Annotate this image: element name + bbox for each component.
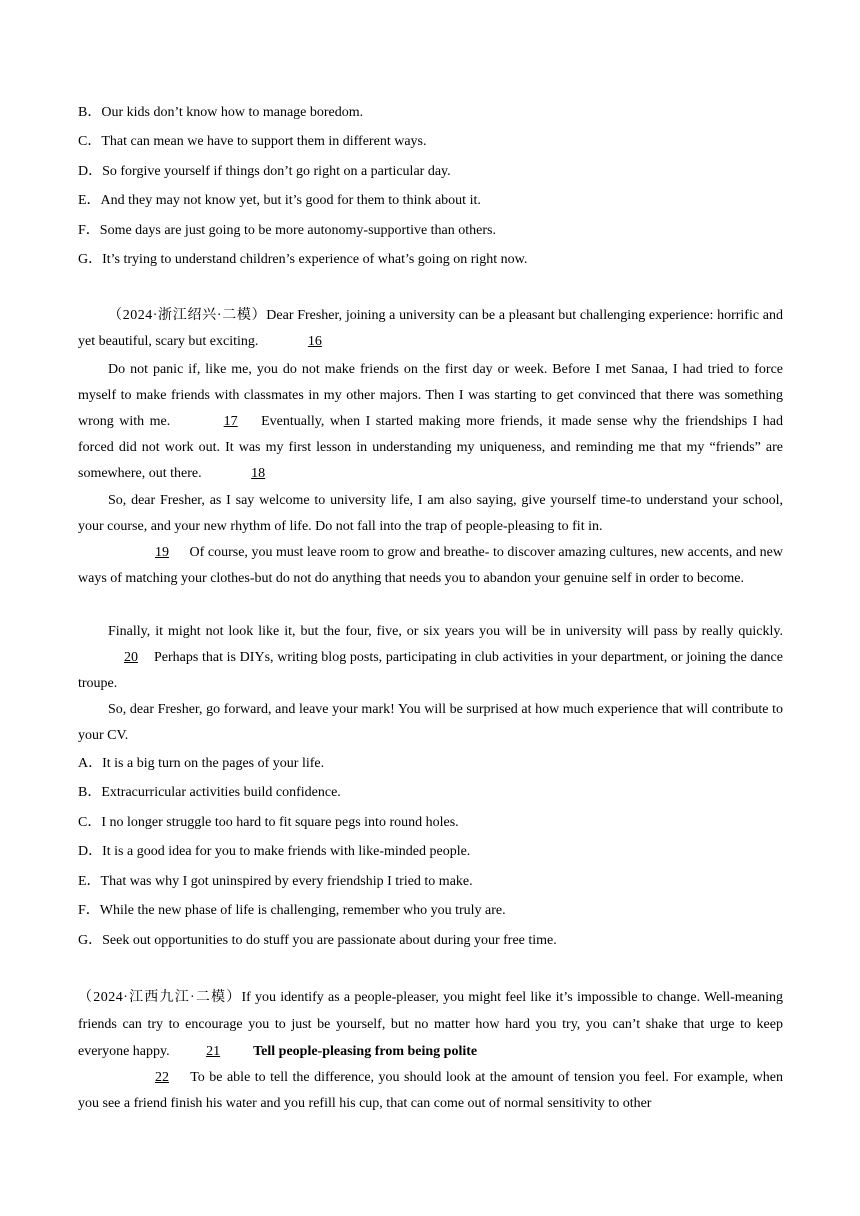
passage3-heading: Tell people-pleasing from being polite (253, 1044, 478, 1059)
passage3-source: （2024·江西九江·二模） (78, 990, 242, 1005)
option-e: E．And they may not know yet, but it’s good for them to think about it. (78, 193, 481, 208)
blank-20: 20 (124, 650, 138, 665)
passage2-option-f: F．While the new phase of life is challenging, remember who you truly are. (78, 903, 506, 918)
passage2-paragraph-6: So, dear Fresher, go forward, and leave your mark! You will be surprised at how much experience that will contribute to your CV. (78, 702, 783, 743)
passage2-option-e: E．That was why I got uninspired by every friendship I tried to make. (78, 874, 473, 889)
passage2-paragraph-5: Finally, it might not look like it, but the four, five, or six years you will be in university will pass by really quickly. 20 Perhaps that is DIYs, writing blog posts, participating in club activities in your department, or joining the dance troupe. (78, 624, 783, 691)
passage2-option-c: C．I no longer struggle too hard to fit square pegs into round holes. (78, 815, 459, 830)
blank-16: 16 (307, 334, 322, 349)
blank-17: 17 (223, 414, 238, 429)
passage2-option-d: D．It is a good idea for you to make friends with like-minded people. (78, 844, 471, 859)
blank-21: 21 (206, 1044, 221, 1059)
passage2-paragraph-2: Do not panic if, like me, you do not make friends on the first day or week. Before I met Sanaa, I had tried to force myself to make friends with classmates in my other majors. Then I was starting to get convinced that there was something wrong with me. 17 Eventually, when I started making more friends, it made sense why the friendships I had forced did not work out. It was my first lesson in understanding my uniqueness, and reminding me that my “friends” are somewhere, out there. 18 (78, 357, 783, 487)
blank-22: 22 (155, 1070, 169, 1085)
option-f: F．Some days are just going to be more autonomy-supportive than others. (78, 223, 496, 238)
passage3-paragraph-1: （2024·江西九江·二模）If you identify as a people-pleaser, you might feel like it’s impossible to change. Well-meaning friends can try to encourage you to just be yourself, but no matter how hard you try, you can’t shake that urge to keep everyone happy. 21 Tell people-pleasing from being polite (78, 984, 783, 1065)
option-g: G．It’s trying to understand children’s experience of what’s going on right now. (78, 252, 528, 267)
passage2-option-a: A．It is a big turn on the pages of your life. (78, 756, 325, 771)
blank-19: 19 (155, 545, 169, 560)
passage3-paragraph-2: 22 To be able to tell the difference, you should look at the amount of tension you feel. For example, when you see a friend finish his water and you refill his cup, that can come out of normal sensitivity to other (78, 1065, 783, 1117)
passage2-paragraph-3: So, dear Fresher, as I say welcome to university life, I am also saying, give yourself time-to understand your school, your course, and your new rhythm of life. Do not fall into the trap of people-pleasing to fit in. (78, 493, 783, 534)
option-b: B．Our kids don’t know how to manage boredom. (78, 105, 364, 120)
passage2-paragraph-1: （2024·浙江绍兴·二模）Dear Fresher, joining a university can be a pleasant but challenging experience: horrific and yet beautiful, scary but exciting. 16 (78, 303, 783, 355)
blank-18: 18 (251, 466, 266, 481)
passage2-option-b: B．Extracurricular activities build confidence. (78, 785, 341, 800)
option-c: C．That can mean we have to support them in different ways. (78, 134, 427, 149)
passage2-paragraph-4: 19 Of course, you must leave room to grow and breathe- to discover amazing cultures, new accents, and new ways of matching your clothes-but do not do anything that needs you to abandon your genuine self in order to become. (78, 540, 783, 592)
option-d: D．So forgive yourself if things don’t go right on a particular day. (78, 164, 451, 179)
passage2-option-g: G．Seek out opportunities to do stuff you are passionate about during your free time. (78, 933, 557, 948)
passage2-source: （2024·浙江绍兴·二模） (108, 308, 267, 323)
